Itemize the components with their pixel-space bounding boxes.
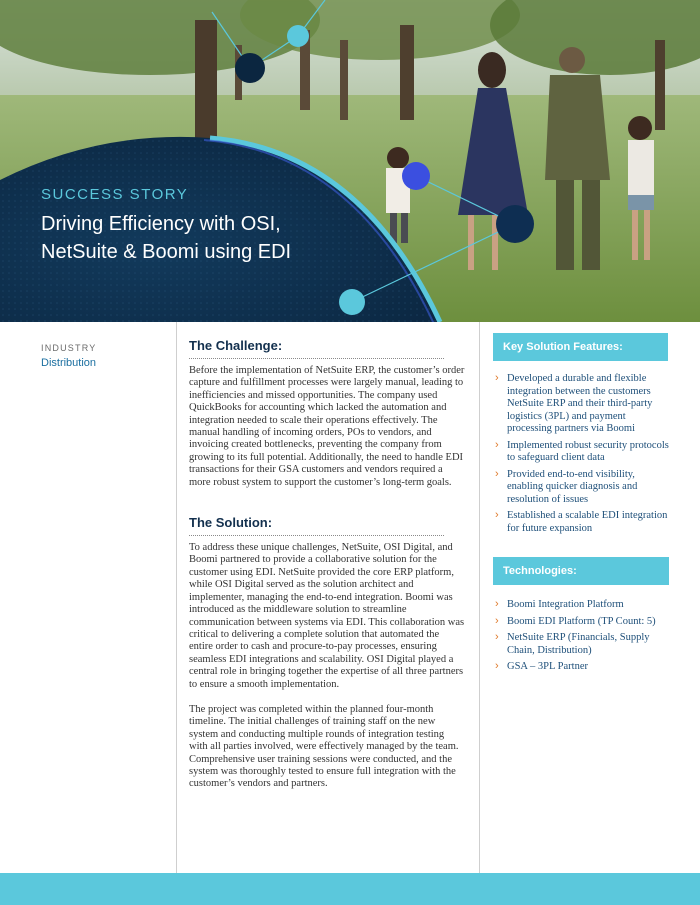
challenge-divider	[189, 358, 444, 359]
list-item: › Boomi Integration Platform	[495, 598, 624, 610]
industry-label: INDUSTRY	[41, 343, 97, 353]
solution-heading: The Solution:	[189, 515, 273, 531]
list-item: › Developed a durable and flexible integration between the customers NetSuite ERP and their third-party logistics (3PL) and payment processing partners via Boomi	[495, 372, 653, 434]
industry-value: Distribution	[41, 357, 97, 369]
solution-section	[189, 515, 465, 791]
chevron-right-icon: ›	[495, 598, 499, 610]
technologies-list	[493, 599, 671, 674]
chevron-right-icon: ›	[495, 614, 499, 627]
features-heading: Key Solution Features:	[493, 333, 668, 361]
chevron-right-icon: ›	[495, 467, 499, 480]
list-item: › Implemented robust security protocols to safeguard client data	[495, 438, 669, 463]
chevron-right-icon: ›	[495, 631, 499, 643]
solution-divider	[189, 535, 444, 536]
chevron-right-icon: ›	[495, 438, 499, 451]
challenge-heading: The Challenge:	[189, 338, 283, 353]
page-title: Driving Efficiency with OSI, NetSuite & Boomi using EDI	[41, 213, 292, 263]
challenge-section	[189, 338, 465, 489]
list-item: › GSA – 3PL Partner	[495, 660, 588, 672]
solution-text-1: To address these unique challenges, NetSuite, OSI Digital, and Boomi partnered to provide a collaborative solution for the customer using EDI. NetSuite provided the core ERP platform, while OSI Digital served as the solution architect and implementer, managing the end-to-end integration. Boomi was introduced as the middleware solution to streamline communication between systems via EDI. This collaboration was critical to delivering a complete solution that automated the entire order to cash and procure-to-pay processes, ensuring seamless EDI integrations and scalability. OSI Digital played a central role in bringing together the expertise of all three partners to ensure a smooth implementation.	[189, 542, 465, 690]
main-content	[189, 338, 465, 791]
column-divider-left	[176, 322, 177, 873]
hero-photo	[0, 0, 700, 322]
solution-text-2: The project was completed within the planned four-month timeline. The initial challenges of training staff on the new system and conducting multiple rounds of integration testing with all parties involved, were effectively managed by the team. Comprehensive user training sessions were conducted, and the system was thoroughly tested to ensure full integration with the customer’s vendors and partners.	[189, 703, 459, 790]
footer-bar	[0, 873, 700, 905]
column-divider-right	[479, 322, 480, 873]
chevron-right-icon: ›	[495, 509, 499, 521]
list-item: › NetSuite ERP (Financials, Supply Chain, Distribution)	[495, 631, 650, 656]
chevron-right-icon: ›	[495, 660, 499, 672]
list-item: › Established a scalable EDI integration for future expansion	[495, 509, 668, 534]
sidebar	[493, 333, 671, 678]
technologies-heading: Technologies:	[493, 557, 669, 585]
challenge-text: Before the implementation of NetSuite ERP, the customer’s order capture and fulfillment processes were largely manual, leading to inefficiencies and missed opportunities. The company used QuickBooks for accounting which lacked the automation and integration needed to scale their operations effectively. The manual handling of incoming orders, POs to vendors, and invoicing created bottlenecks, preventing the company from growing to its full potential. Additionally, the need to handle EDI transactions for their GSA customers and vendors required a more robust system to support the customer’s long-term goals.	[189, 365, 465, 488]
story-kicker: SUCCESS STORY	[41, 186, 189, 203]
chevron-right-icon: ›	[495, 372, 499, 384]
list-item: › Boomi EDI Platform (TP Count: 5)	[495, 614, 656, 627]
features-list	[493, 373, 671, 535]
list-item: › Provided end-to-end visibility, enabling quicker diagnosis and resolution of issues	[495, 467, 638, 505]
industry-block	[41, 343, 171, 369]
hero-banner	[0, 0, 700, 322]
